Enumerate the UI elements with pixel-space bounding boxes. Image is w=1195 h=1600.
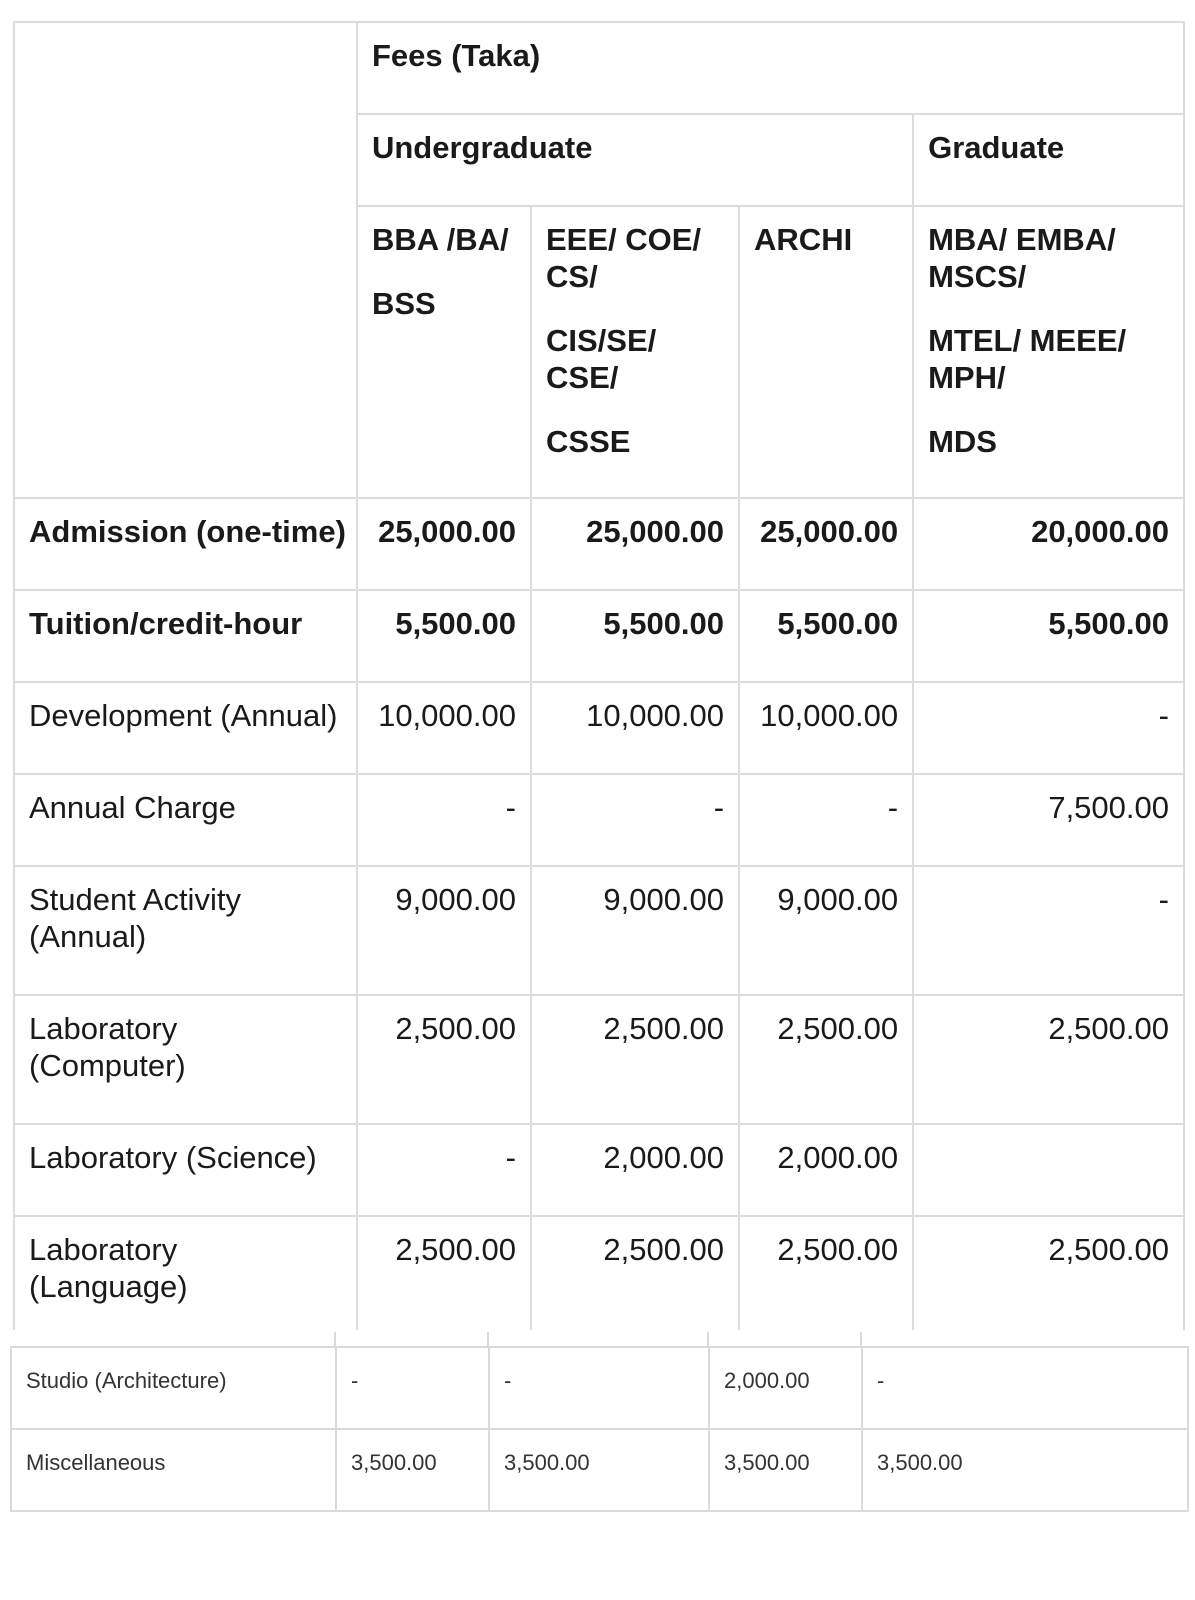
fee-value: - — [489, 1347, 709, 1429]
divider — [860, 1332, 862, 1346]
fee-value: 3,500.00 — [336, 1429, 489, 1511]
fee-value: 10,000.00 — [739, 682, 913, 774]
table-row — [14, 995, 1184, 1124]
fee-value: 9,000.00 — [531, 866, 739, 995]
fee-value: 9,000.00 — [357, 866, 531, 995]
program-line: CS/ — [546, 259, 598, 294]
fee-value: 5,500.00 — [357, 590, 531, 682]
fee-value — [913, 1124, 1184, 1216]
fee-value: 2,000.00 — [531, 1124, 739, 1216]
program-line: MTEL/ MEEE/ — [928, 323, 1127, 358]
fee-value: 5,500.00 — [913, 590, 1184, 682]
table-row — [14, 1124, 1184, 1216]
program-eee-header — [531, 206, 739, 498]
fee-value: 2,500.00 — [739, 1216, 913, 1329]
fees-title: Fees (Taka) — [357, 22, 1184, 114]
corner-cell — [14, 22, 357, 498]
fee-value: 5,500.00 — [739, 590, 913, 682]
fee-value: - — [739, 774, 913, 866]
table-row — [14, 866, 1184, 995]
fee-value: 2,500.00 — [531, 1216, 739, 1329]
program-line: BSS — [371, 286, 436, 321]
program-line: EEE/ COE/ — [546, 222, 702, 257]
fee-value: 7,500.00 — [913, 774, 1184, 866]
fee-value: 25,000.00 — [357, 498, 531, 590]
program-mba-header — [913, 206, 1184, 498]
program-line: CIS/SE/ — [546, 323, 657, 358]
undergraduate-header: Undergraduate — [357, 114, 913, 206]
row-label: Laboratory (Science) — [14, 1124, 357, 1216]
fee-value: 3,500.00 — [709, 1429, 862, 1511]
fee-value: - — [357, 774, 531, 866]
fee-value: 10,000.00 — [357, 682, 531, 774]
fee-value: - — [531, 774, 739, 866]
fee-value: 3,500.00 — [489, 1429, 709, 1511]
table-row — [14, 774, 1184, 866]
row-label: Development (Annual) — [14, 682, 357, 774]
fee-value: 5,500.00 — [531, 590, 739, 682]
program-line: CSSE — [546, 424, 631, 459]
fee-value: 3,500.00 — [862, 1429, 1188, 1511]
row-label: Tuition/credit-hour — [14, 590, 357, 682]
row-label-line: (Language) — [29, 1269, 188, 1304]
fee-value: 2,500.00 — [357, 1216, 531, 1329]
program-line: MPH/ — [928, 360, 1006, 395]
row-label-line: Student Activity — [29, 882, 241, 917]
divider — [334, 1332, 336, 1346]
program-line: BBA /BA/ — [371, 222, 509, 257]
fee-value: 2,500.00 — [913, 1216, 1184, 1329]
fee-value: 2,500.00 — [913, 995, 1184, 1124]
fee-value: 9,000.00 — [739, 866, 913, 995]
graduate-header: Graduate — [913, 114, 1184, 206]
row-label: Studio (Architecture) — [11, 1347, 336, 1429]
row-label — [14, 866, 357, 995]
row-label: Miscellaneous — [11, 1429, 336, 1511]
divider — [487, 1332, 489, 1346]
table-row — [11, 1429, 1188, 1511]
table-row — [14, 498, 1184, 590]
table-row — [11, 1347, 1188, 1429]
fee-value: 2,500.00 — [357, 995, 531, 1124]
fee-value: 10,000.00 — [531, 682, 739, 774]
fee-value: - — [913, 866, 1184, 995]
fee-value: 2,500.00 — [739, 995, 913, 1124]
divider — [707, 1332, 709, 1346]
row-label — [14, 995, 357, 1124]
fee-value: 20,000.00 — [913, 498, 1184, 590]
table-row — [14, 682, 1184, 774]
fee-value: 2,000.00 — [739, 1124, 913, 1216]
row-label — [14, 1216, 357, 1329]
program-line: MSCS/ — [928, 259, 1027, 294]
program-line: MBA/ EMBA/ — [928, 222, 1116, 257]
fee-value: 2,000.00 — [709, 1347, 862, 1429]
row-label-line: Laboratory — [29, 1232, 178, 1267]
program-archi-header: ARCHI — [739, 206, 913, 498]
row-label: Admission (one-time) — [14, 498, 357, 590]
program-line: CSE/ — [546, 360, 619, 395]
row-label: Annual Charge — [14, 774, 357, 866]
fee-value: 2,500.00 — [531, 995, 739, 1124]
table-row — [14, 590, 1184, 682]
fees-table-continued — [10, 1346, 1189, 1512]
program-line: MDS — [928, 424, 997, 459]
fee-value: - — [913, 682, 1184, 774]
row-label-line: (Annual) — [29, 919, 147, 954]
table-row — [14, 1216, 1184, 1329]
fee-value: 25,000.00 — [531, 498, 739, 590]
fee-value: - — [336, 1347, 489, 1429]
row-label-line: Laboratory — [29, 1011, 178, 1046]
fee-value: 25,000.00 — [739, 498, 913, 590]
fees-table — [13, 21, 1185, 1330]
fee-value: - — [862, 1347, 1188, 1429]
program-bba-header — [357, 206, 531, 498]
row-label-line: (Computer) — [29, 1048, 186, 1083]
fee-value: - — [357, 1124, 531, 1216]
